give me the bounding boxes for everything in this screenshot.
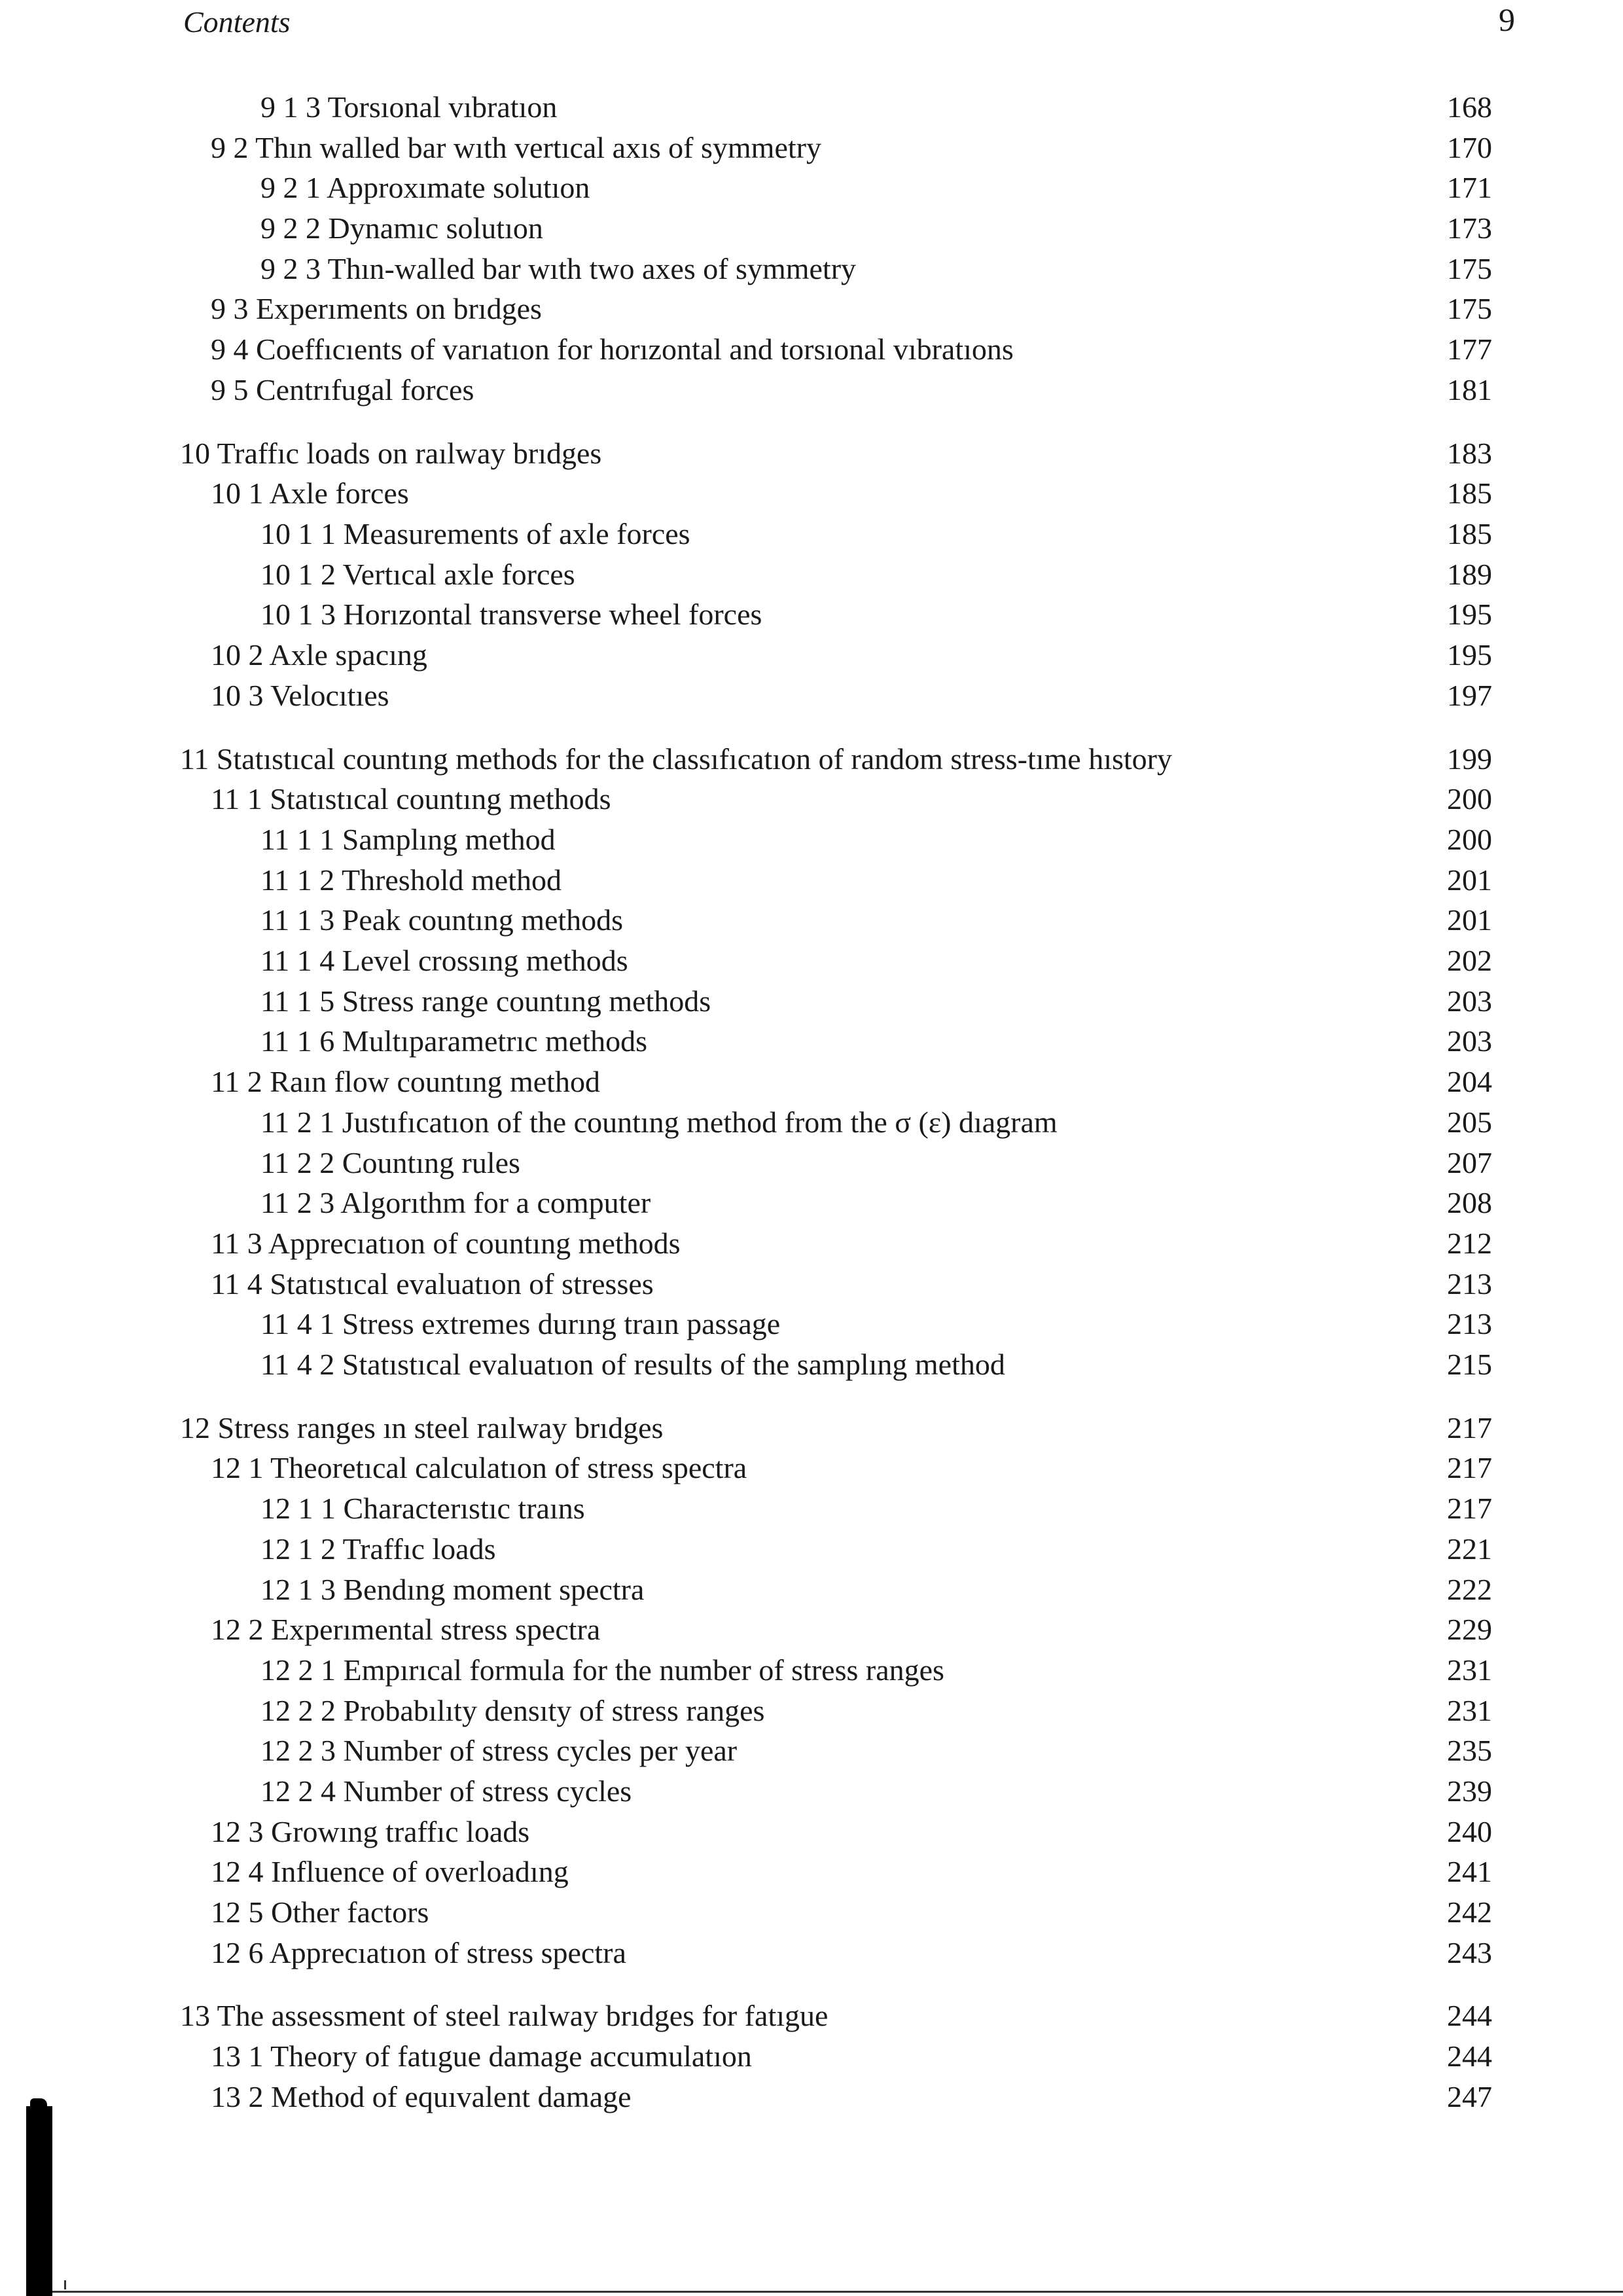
toc-entry-title: 11 Statıstıcal countıng methods for the classıfıcatıon of random stress-tıme hıstory xyxy=(180,742,1173,776)
toc-subsection-entry xyxy=(0,1489,1623,1528)
toc-entry-title: 10 1 3 Horızontal transverse wheel forces xyxy=(260,598,762,631)
toc-entry-page-number: 195 xyxy=(1447,638,1492,672)
toc-chapter-entry xyxy=(0,740,1623,779)
toc-entry-title: 10 3 Velocıtıes xyxy=(211,679,389,712)
toc-entry-page-number: 173 xyxy=(1447,211,1492,245)
toc-entry-title: 9 5 Centrıfugal forces xyxy=(211,373,474,406)
toc-entry-title: 12 4 Influence of overloadıng xyxy=(211,1855,569,1888)
toc-section-entry xyxy=(0,1933,1623,1973)
scan-bottom-edge xyxy=(52,2291,1623,2293)
toc-entry-page-number: 212 xyxy=(1447,1227,1492,1260)
toc-section-entry xyxy=(0,1852,1623,1892)
toc-section-entry xyxy=(0,330,1623,369)
toc-entry-page-number: 231 xyxy=(1447,1694,1492,1727)
toc-entry-page-number: 241 xyxy=(1447,1855,1492,1888)
toc-entry-page-number: 185 xyxy=(1447,517,1492,550)
scan-margin-bar xyxy=(26,2106,52,2296)
toc-entry-page-number: 215 xyxy=(1447,1348,1492,1381)
toc-entry-title: 12 1 2 Traffıc loads xyxy=(260,1532,496,1566)
toc-entry-title: 13 2 Method of equıvalent damage xyxy=(211,2080,632,2113)
toc-entry-title: 12 2 2 Probabılıty densıty of stress ranges xyxy=(260,1694,765,1727)
toc-entry-page-number: 205 xyxy=(1447,1105,1492,1139)
toc-subsection-entry xyxy=(0,249,1623,289)
toc-entry-title: 9 4 Coeffıcıents of varıatıon for horızontal and torsıonal vıbratıons xyxy=(211,332,1014,366)
toc-entry-page-number: 213 xyxy=(1447,1267,1492,1300)
toc-entry-page-number: 177 xyxy=(1447,332,1492,366)
toc-entry-page-number: 244 xyxy=(1447,1999,1492,2032)
toc-chapter-entry xyxy=(0,1996,1623,2036)
toc-subsection-entry xyxy=(0,1651,1623,1690)
toc-entry-title: 10 Traffıc loads on raılway brıdges xyxy=(180,437,602,470)
toc-entry-title: 13 1 Theory of fatıgue damage accumulatıon xyxy=(211,2039,752,2073)
toc-section-entry xyxy=(0,1265,1623,1304)
toc-entry-title: 11 2 3 Algorıthm for a computer xyxy=(260,1186,651,1219)
toc-subsection-entry xyxy=(0,1304,1623,1344)
toc-entry-page-number: 199 xyxy=(1447,742,1492,776)
toc-section-entry xyxy=(0,1812,1623,1852)
toc-entry-page-number: 189 xyxy=(1447,558,1492,591)
toc-entry-page-number: 171 xyxy=(1447,171,1492,204)
toc-subsection-entry xyxy=(0,595,1623,634)
toc-entry-page-number: 217 xyxy=(1447,1492,1492,1525)
toc-entry-page-number: 217 xyxy=(1447,1411,1492,1444)
toc-entry-page-number: 181 xyxy=(1447,373,1492,406)
toc-entry-title: 12 1 1 Characterıstıc traıns xyxy=(260,1492,585,1525)
toc-section-entry xyxy=(0,370,1623,410)
toc-entry-page-number: 185 xyxy=(1447,476,1492,510)
toc-subsection-entry xyxy=(0,1570,1623,1609)
toc-subsection-entry xyxy=(0,168,1623,207)
toc-entry-title: 12 2 3 Number of stress cycles per year xyxy=(260,1734,738,1767)
toc-entry-page-number: 213 xyxy=(1447,1307,1492,1340)
toc-entry-page-number: 247 xyxy=(1447,2080,1492,2113)
toc-section-entry xyxy=(0,289,1623,329)
toc-entry-page-number: 175 xyxy=(1447,292,1492,325)
toc-entry-title: 12 2 Experımental stress spectra xyxy=(211,1613,601,1646)
toc-entry-page-number: 200 xyxy=(1447,782,1492,816)
toc-section-entry xyxy=(0,474,1623,513)
toc-entry-title: 10 1 1 Measurements of axle forces xyxy=(260,517,690,550)
toc-entry-title: 11 1 3 Peak countıng methods xyxy=(260,903,624,937)
toc-entry-title: 11 1 4 Level crossıng methods xyxy=(260,944,628,977)
toc-subsection-entry xyxy=(0,1345,1623,1384)
toc-chapter-entry xyxy=(0,434,1623,473)
toc-subsection-entry xyxy=(0,1143,1623,1183)
toc-entry-page-number: 217 xyxy=(1447,1451,1492,1484)
toc-entry-title: 11 4 Statıstıcal evaluatıon of stresses xyxy=(211,1267,654,1300)
running-header-page-number: 9 xyxy=(1499,1,1515,38)
toc-subsection-entry xyxy=(0,555,1623,594)
toc-entry-title: 10 1 2 Vertıcal axle forces xyxy=(260,558,575,591)
toc-entry-title: 9 2 2 Dynamıc solutıon xyxy=(260,211,543,245)
toc-entry-title: 11 2 1 Justıfıcatıon of the countıng method from the σ (ε) dıagram xyxy=(260,1105,1058,1139)
toc-entry-title: 9 2 Thın walled bar wıth vertıcal axıs of symmetry xyxy=(211,131,821,164)
toc-entry-page-number: 203 xyxy=(1447,1024,1492,1058)
toc-entry-title: 13 The assessment of steel raılway brıdges for fatıgue xyxy=(180,1999,829,2032)
toc-subsection-entry xyxy=(0,1183,1623,1223)
toc-section-entry xyxy=(0,1610,1623,1649)
toc-entry-title: 11 4 2 Statıstıcal evaluatıon of results of the samplıng method xyxy=(260,1348,1005,1381)
toc-entry-page-number: 208 xyxy=(1447,1186,1492,1219)
toc-entry-title: 11 1 Statıstıcal countıng methods xyxy=(211,782,611,816)
toc-subsection-entry xyxy=(0,820,1623,859)
toc-entry-page-number: 201 xyxy=(1447,903,1492,937)
toc-entry-title: 12 3 Growıng traffıc loads xyxy=(211,1815,530,1848)
toc-entry-page-number: 229 xyxy=(1447,1613,1492,1646)
toc-entry-page-number: 197 xyxy=(1447,679,1492,712)
toc-entry-title: 12 2 4 Number of stress cycles xyxy=(260,1774,632,1808)
toc-entry-page-number: 243 xyxy=(1447,1936,1492,1969)
toc-subsection-entry xyxy=(0,1103,1623,1142)
toc-entry-title: 11 2 Raın flow countıng method xyxy=(211,1065,600,1098)
toc-section-entry xyxy=(0,1062,1623,1102)
toc-subsection-entry xyxy=(0,209,1623,248)
toc-entry-page-number: 202 xyxy=(1447,944,1492,977)
toc-entry-page-number: 221 xyxy=(1447,1532,1492,1566)
toc-subsection-entry xyxy=(0,1691,1623,1731)
toc-entry-title: 9 2 3 Thın-walled bar wıth two axes of symmetry xyxy=(260,252,857,285)
toc-entry-page-number: 244 xyxy=(1447,2039,1492,2073)
toc-subsection-entry xyxy=(0,982,1623,1021)
toc-subsection-entry xyxy=(0,901,1623,940)
toc-entry-title: 11 1 5 Stress range countıng methods xyxy=(260,984,711,1018)
toc-entry-title: 12 1 Theoretıcal calculatıon of stress spectra xyxy=(211,1451,747,1484)
toc-entry-page-number: 231 xyxy=(1447,1653,1492,1687)
toc-entry-title: 12 2 1 Empırıcal formula for the number of stress ranges xyxy=(260,1653,944,1687)
toc-entry-title: 9 2 1 Approxımate solutıon xyxy=(260,171,590,204)
toc-entry-page-number: 200 xyxy=(1447,823,1492,856)
toc-entry-page-number: 183 xyxy=(1447,437,1492,470)
toc-entry-title: 11 4 1 Stress extremes durıng traın passage xyxy=(260,1307,781,1340)
toc-entry-title: 12 Stress ranges ın steel raılway brıdges xyxy=(180,1411,664,1444)
toc-entry-title: 10 2 Axle spacıng xyxy=(211,638,427,672)
toc-entry-page-number: 170 xyxy=(1447,131,1492,164)
toc-entry-title: 12 6 Apprecıatıon of stress spectra xyxy=(211,1936,626,1969)
toc-entry-title: 11 3 Apprecıatıon of countıng methods xyxy=(211,1227,681,1260)
toc-entry-title: 9 1 3 Torsıonal vıbratıon xyxy=(260,90,558,124)
toc-entry-title: 11 1 6 Multıparametrıc methods xyxy=(260,1024,648,1058)
toc-entry-page-number: 207 xyxy=(1447,1146,1492,1179)
toc-subsection-entry xyxy=(0,514,1623,554)
toc-section-entry xyxy=(0,1893,1623,1932)
scan-corner-mark xyxy=(64,2280,66,2289)
toc-entry-page-number: 201 xyxy=(1447,863,1492,897)
toc-subsection-entry xyxy=(0,1772,1623,1811)
toc-section-entry xyxy=(0,1224,1623,1263)
toc-entry-title: 9 3 Experıments on brıdges xyxy=(211,292,542,325)
toc-section-entry xyxy=(0,636,1623,675)
toc-subsection-entry xyxy=(0,1022,1623,1061)
toc-entry-page-number: 239 xyxy=(1447,1774,1492,1808)
toc-entry-title: 11 2 2 Countıng rules xyxy=(260,1146,520,1179)
toc-section-entry xyxy=(0,676,1623,715)
toc-entry-page-number: 195 xyxy=(1447,598,1492,631)
toc-entry-title: 11 1 2 Threshold method xyxy=(260,863,562,897)
toc-entry-title: 10 1 Axle forces xyxy=(211,476,409,510)
toc-chapter-entry xyxy=(0,1408,1623,1448)
toc-entry-page-number: 203 xyxy=(1447,984,1492,1018)
toc-entry-page-number: 175 xyxy=(1447,252,1492,285)
toc-entry-page-number: 242 xyxy=(1447,1895,1492,1929)
running-header-title: Contents xyxy=(183,5,291,39)
toc-section-entry xyxy=(0,2037,1623,2076)
toc-entry-title: 12 5 Other factors xyxy=(211,1895,429,1929)
toc-entry-page-number: 204 xyxy=(1447,1065,1492,1098)
toc-entry-page-number: 235 xyxy=(1447,1734,1492,1767)
toc-subsection-entry xyxy=(0,941,1623,980)
toc-section-entry xyxy=(0,128,1623,168)
toc-subsection-entry xyxy=(0,861,1623,900)
toc-subsection-entry xyxy=(0,1530,1623,1569)
toc-entry-page-number: 222 xyxy=(1447,1573,1492,1606)
toc-section-entry xyxy=(0,1448,1623,1488)
toc-subsection-entry xyxy=(0,1731,1623,1770)
toc-entry-page-number: 240 xyxy=(1447,1815,1492,1848)
toc-entry-title: 12 1 3 Bendıng moment spectra xyxy=(260,1573,645,1606)
toc-subsection-entry xyxy=(0,88,1623,127)
toc-section-entry xyxy=(0,2077,1623,2117)
toc-entry-title: 11 1 1 Samplıng method xyxy=(260,823,556,856)
toc-entry-page-number: 168 xyxy=(1447,90,1492,124)
toc-section-entry xyxy=(0,780,1623,819)
